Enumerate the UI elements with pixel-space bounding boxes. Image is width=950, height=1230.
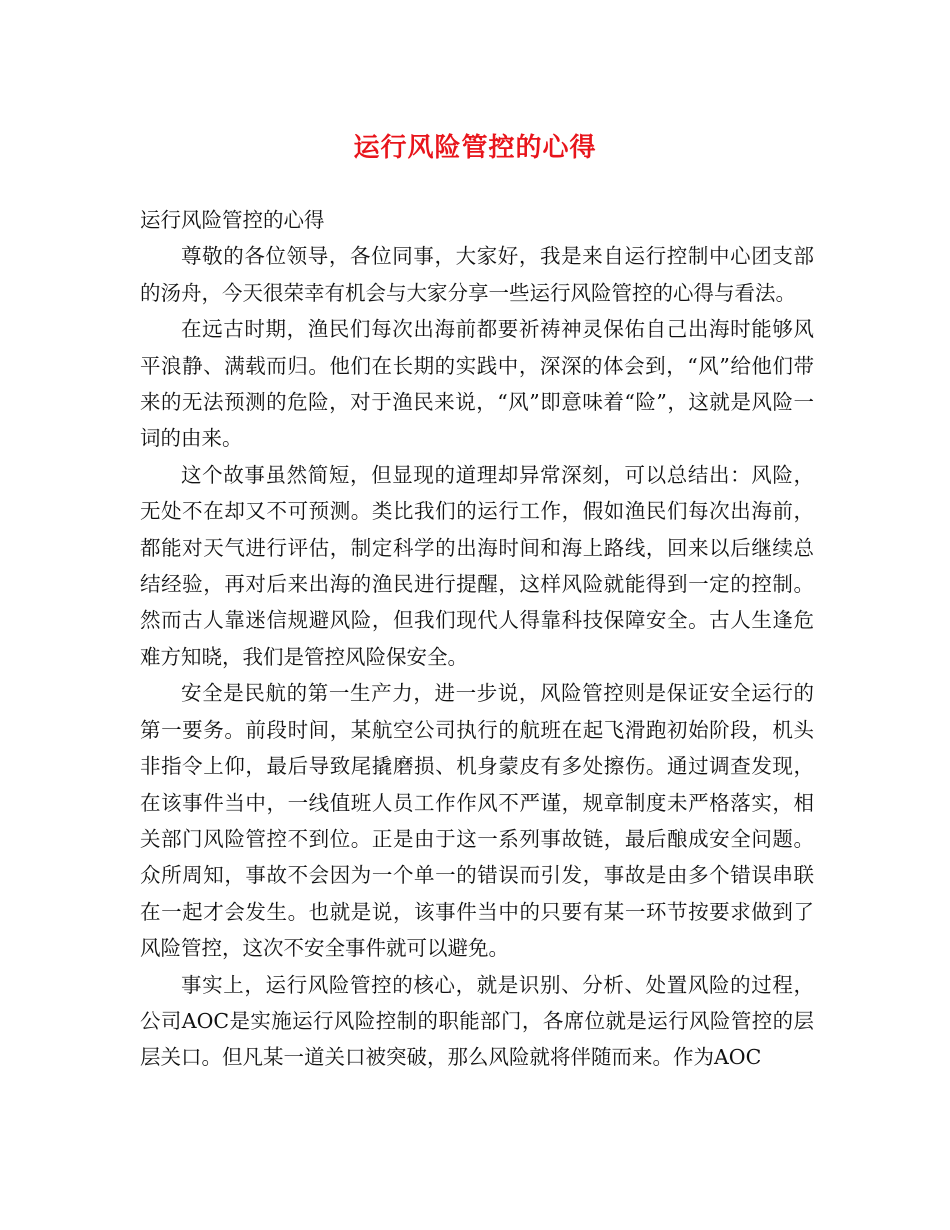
document-title: 运行风险管控的心得 xyxy=(353,133,597,163)
document-subtitle: 运行风险管控的心得 xyxy=(140,208,325,232)
paragraph-1: 尊敬的各位领导，各位同事，大家好，我是来自运行控制中心团支部的汤舟，今天很荣幸有机会与大家分享一些运行风险管控的心得与看法。 xyxy=(140,244,814,305)
paragraph-5: 事实上，运行风险管控的核心，就是识别、分析、处置风险的过程，公司AOC是实施运行风险控制的职能部门，各席位就是运行风险管控的层层关口。但凡某一道关口被突破，那么风险就将伴随而来。作为AOC xyxy=(140,972,814,1070)
paragraph-3: 这个故事虽然简短，但显现的道理却异常深刻，可以总结出：风险，无处不在却又不可预测。类比我们的运行工作，假如渔民们每次出海前，都能对天气进行评估，制定科学的出海时间和海上路线，回来以后继续总结经验，再对后来出海的渔民进行提醒，这样风险就能得到一定的控制。然而古人靠迷信规避风险，但我们现代人得靠科技保障安全。古人生逢危难方知晓，我们是管控风险保安全。 xyxy=(140,462,814,669)
paragraph-2: 在远古时期，渔民们每次出海前都要祈祷神灵保佑自己出海时能够风平浪静、满载而归。他们在长期的实践中，深深的体会到，“风”给他们带来的无法预测的危险，对于渔民来说，“风”即意味着“险”，这就是风险一词的由来。 xyxy=(140,317,814,451)
document-body xyxy=(140,202,814,1076)
paragraph-4: 安全是民航的第一生产力，进一步说，风险管控则是保证安全运行的第一要务。前段时间，某航空公司执行的航班在起飞滑跑初始阶段，机头非指令上仰，最后导致尾撬磨损、机身蒙皮有多处擦伤。通过调查发现，在该事件当中，一线值班人员工作作风不严谨，规章制度未严格落实，相关部门风险管控不到位。正是由于这一系列事故链，最后酿成安全问题。众所周知，事故不会因为一个单一的错误而引发，事故是由多个错误串联在一起才会发生。也就是说，该事件当中的只要有某一环节按要求做到了风险管控，这次不安全事件就可以避免。 xyxy=(140,681,814,961)
